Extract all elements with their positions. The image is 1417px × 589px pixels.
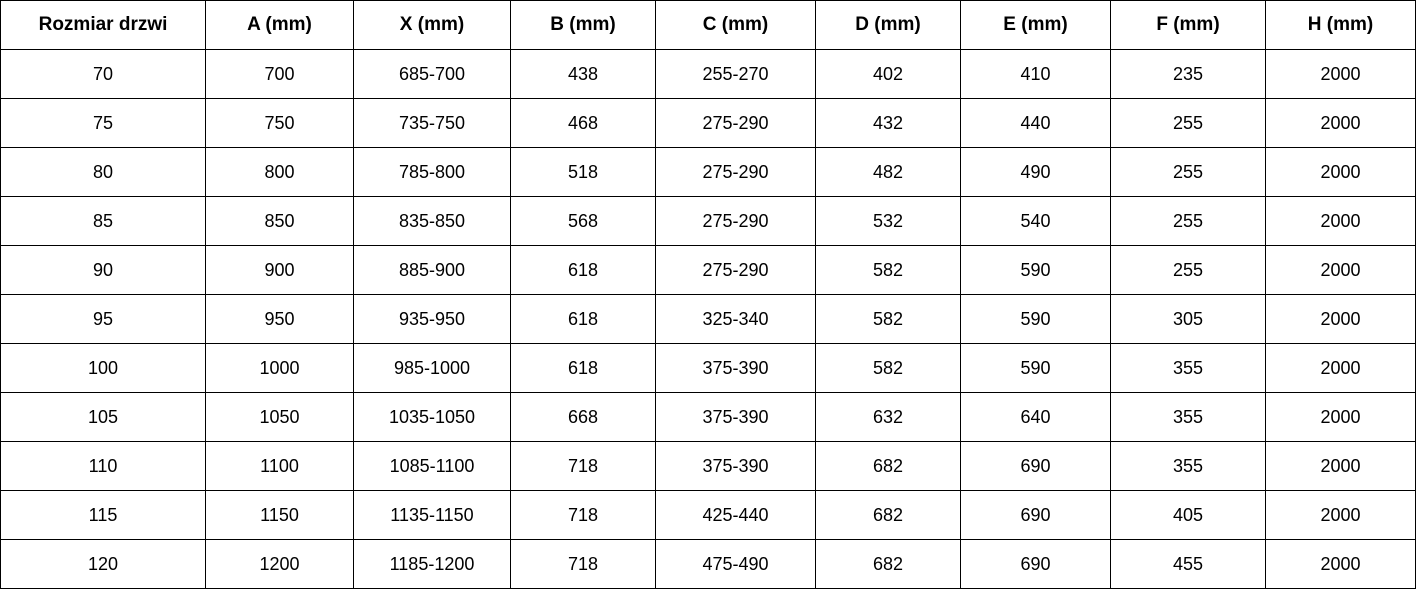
table-cell: 120 xyxy=(1,540,206,589)
table-cell: 90 xyxy=(1,246,206,295)
table-cell: 455 xyxy=(1111,540,1266,589)
column-header: Rozmiar drzwi xyxy=(1,1,206,50)
table-cell: 690 xyxy=(961,491,1111,540)
table-cell: 355 xyxy=(1111,442,1266,491)
table-row xyxy=(1,197,1416,246)
column-header: A (mm) xyxy=(206,1,354,50)
table-cell: 532 xyxy=(816,197,961,246)
table-cell: 540 xyxy=(961,197,1111,246)
column-header: F (mm) xyxy=(1111,1,1266,50)
table-row xyxy=(1,540,1416,589)
table-cell: 255 xyxy=(1111,148,1266,197)
table-cell: 685-700 xyxy=(354,50,511,99)
table-cell: 1200 xyxy=(206,540,354,589)
table-cell: 275-290 xyxy=(656,197,816,246)
table-cell: 2000 xyxy=(1266,393,1416,442)
table-cell: 100 xyxy=(1,344,206,393)
table-cell: 375-390 xyxy=(656,344,816,393)
table-cell: 1135-1150 xyxy=(354,491,511,540)
column-header: B (mm) xyxy=(511,1,656,50)
table-cell: 700 xyxy=(206,50,354,99)
table-cell: 582 xyxy=(816,246,961,295)
table-cell: 255 xyxy=(1111,246,1266,295)
table-cell: 255 xyxy=(1111,197,1266,246)
table-header xyxy=(1,1,1416,50)
table-cell: 405 xyxy=(1111,491,1266,540)
table-cell: 1150 xyxy=(206,491,354,540)
table-cell: 375-390 xyxy=(656,442,816,491)
table-cell: 618 xyxy=(511,295,656,344)
table-cell: 835-850 xyxy=(354,197,511,246)
table-cell: 2000 xyxy=(1266,442,1416,491)
table-cell: 718 xyxy=(511,491,656,540)
table-cell: 568 xyxy=(511,197,656,246)
table-cell: 80 xyxy=(1,148,206,197)
table-cell: 255 xyxy=(1111,99,1266,148)
table-cell: 682 xyxy=(816,442,961,491)
table-cell: 985-1000 xyxy=(354,344,511,393)
table-cell: 950 xyxy=(206,295,354,344)
table-cell: 582 xyxy=(816,295,961,344)
table-cell: 255-270 xyxy=(656,50,816,99)
table-cell: 70 xyxy=(1,50,206,99)
table-cell: 355 xyxy=(1111,393,1266,442)
table-cell: 1100 xyxy=(206,442,354,491)
table-cell: 105 xyxy=(1,393,206,442)
table-cell: 2000 xyxy=(1266,246,1416,295)
table-cell: 1000 xyxy=(206,344,354,393)
table-cell: 885-900 xyxy=(354,246,511,295)
table-row xyxy=(1,246,1416,295)
table-cell: 618 xyxy=(511,344,656,393)
table-cell: 900 xyxy=(206,246,354,295)
table-cell: 590 xyxy=(961,246,1111,295)
table-cell: 2000 xyxy=(1266,50,1416,99)
table-cell: 432 xyxy=(816,99,961,148)
table-cell: 582 xyxy=(816,344,961,393)
table-cell: 935-950 xyxy=(354,295,511,344)
table-cell: 640 xyxy=(961,393,1111,442)
table-row xyxy=(1,50,1416,99)
table-cell: 2000 xyxy=(1266,491,1416,540)
column-header: E (mm) xyxy=(961,1,1111,50)
table-row xyxy=(1,148,1416,197)
table-cell: 718 xyxy=(511,442,656,491)
table-body xyxy=(1,50,1416,589)
table-cell: 490 xyxy=(961,148,1111,197)
table-cell: 1035-1050 xyxy=(354,393,511,442)
table-cell: 735-750 xyxy=(354,99,511,148)
table-cell: 850 xyxy=(206,197,354,246)
table-row xyxy=(1,344,1416,393)
table-cell: 325-340 xyxy=(656,295,816,344)
table-cell: 440 xyxy=(961,99,1111,148)
column-header: C (mm) xyxy=(656,1,816,50)
table-cell: 275-290 xyxy=(656,99,816,148)
table-cell: 2000 xyxy=(1266,295,1416,344)
table-cell: 590 xyxy=(961,295,1111,344)
table-cell: 690 xyxy=(961,442,1111,491)
table-cell: 518 xyxy=(511,148,656,197)
table-row xyxy=(1,295,1416,344)
column-header: D (mm) xyxy=(816,1,961,50)
table-cell: 75 xyxy=(1,99,206,148)
table-cell: 1050 xyxy=(206,393,354,442)
table-cell: 632 xyxy=(816,393,961,442)
table-row xyxy=(1,491,1416,540)
table-cell: 110 xyxy=(1,442,206,491)
table-cell: 425-440 xyxy=(656,491,816,540)
table-cell: 235 xyxy=(1111,50,1266,99)
table-cell: 275-290 xyxy=(656,148,816,197)
table-cell: 95 xyxy=(1,295,206,344)
table-cell: 115 xyxy=(1,491,206,540)
table-cell: 402 xyxy=(816,50,961,99)
table-row xyxy=(1,442,1416,491)
table-cell: 410 xyxy=(961,50,1111,99)
table-cell: 375-390 xyxy=(656,393,816,442)
table-cell: 2000 xyxy=(1266,148,1416,197)
table-cell: 718 xyxy=(511,540,656,589)
table-cell: 618 xyxy=(511,246,656,295)
table-cell: 275-290 xyxy=(656,246,816,295)
column-header: H (mm) xyxy=(1266,1,1416,50)
table-cell: 2000 xyxy=(1266,197,1416,246)
table-cell: 355 xyxy=(1111,344,1266,393)
table-cell: 85 xyxy=(1,197,206,246)
table-cell: 1185-1200 xyxy=(354,540,511,589)
table-cell: 482 xyxy=(816,148,961,197)
table-cell: 690 xyxy=(961,540,1111,589)
table-cell: 682 xyxy=(816,540,961,589)
table-cell: 475-490 xyxy=(656,540,816,589)
table-cell: 750 xyxy=(206,99,354,148)
table-cell: 438 xyxy=(511,50,656,99)
table-row xyxy=(1,393,1416,442)
table-cell: 668 xyxy=(511,393,656,442)
column-header: X (mm) xyxy=(354,1,511,50)
table-row xyxy=(1,99,1416,148)
header-row xyxy=(1,1,1416,50)
table-cell: 590 xyxy=(961,344,1111,393)
table-cell: 2000 xyxy=(1266,99,1416,148)
table-cell: 800 xyxy=(206,148,354,197)
table-cell: 785-800 xyxy=(354,148,511,197)
table-cell: 468 xyxy=(511,99,656,148)
table-cell: 305 xyxy=(1111,295,1266,344)
table-cell: 1085-1100 xyxy=(354,442,511,491)
table-cell: 2000 xyxy=(1266,540,1416,589)
table-cell: 2000 xyxy=(1266,344,1416,393)
table-cell: 682 xyxy=(816,491,961,540)
